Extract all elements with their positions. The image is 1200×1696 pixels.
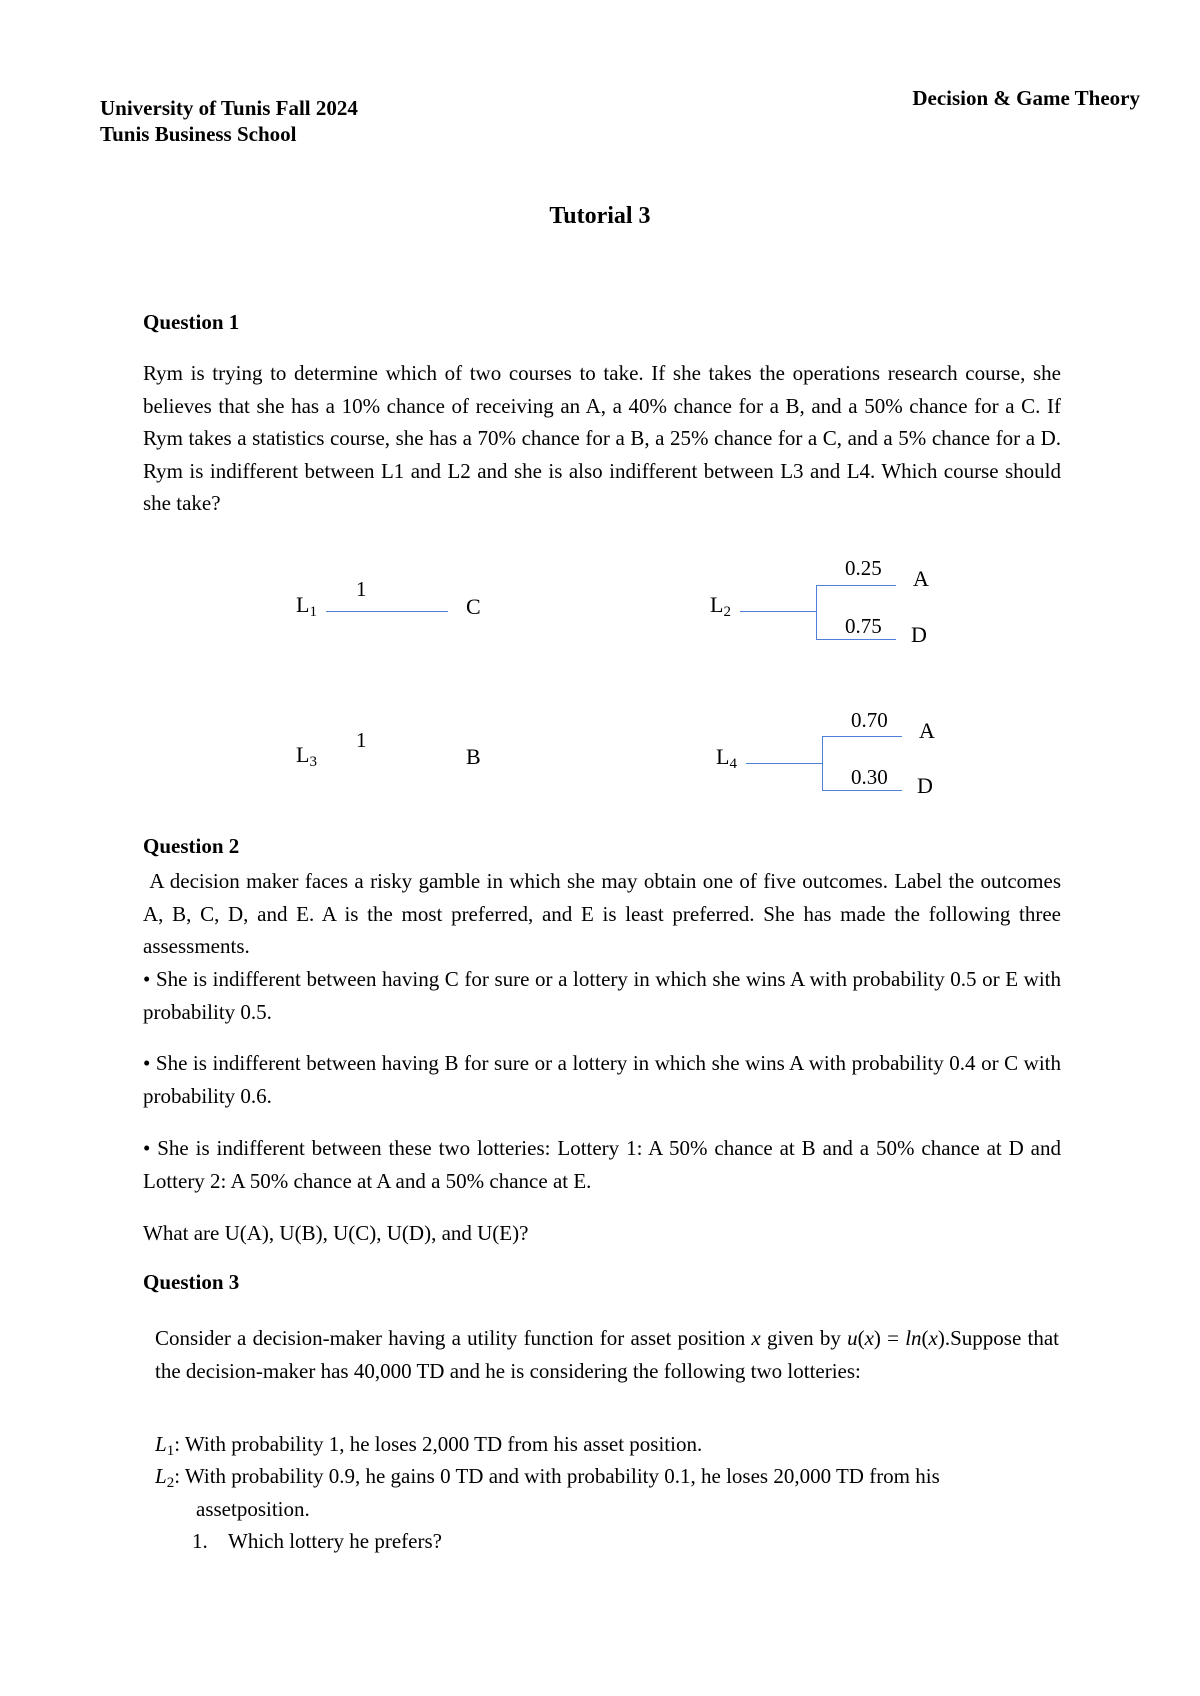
question-3-lottery-1: $L_1$: With probability 1, he loses 2,000 TD from his asset position. [155, 1432, 703, 1459]
lottery-l3-prob: 1 [356, 728, 367, 752]
lottery-l1-label: $L_1$ [296, 592, 317, 620]
lottery-l3-outcome: B [466, 744, 481, 769]
question-1-title: Question 1 [143, 310, 240, 334]
lottery-l2-branch-d [816, 639, 896, 640]
lottery-l2-outcome-a: A [913, 566, 929, 591]
question-3-item-1: Which lottery he prefers? [228, 1529, 442, 1553]
lottery-l4-branch-d [822, 790, 902, 791]
lottery-l2-split [816, 585, 817, 640]
university-heading: University of Tunis Fall 2024 [100, 96, 358, 120]
question-2-bullet-1: • She is indifferent between having C for sure or a lottery in which she wins A with probability 0.5 or E with probability 0.5. [143, 967, 1061, 1024]
lottery-l4-stem [746, 763, 823, 764]
lottery-l4-branch-a [822, 736, 902, 737]
lottery-l3-label: $L_3$ [296, 742, 317, 770]
lottery-l2-prob-d: 0.75 [845, 614, 882, 638]
lottery-l2-outcome-d: D [911, 622, 927, 647]
question-3-title: Question 3 [143, 1270, 240, 1294]
question-1-text: Rym is trying to determine which of two courses to take. If she takes the operations research course, she believes that she has a 10% chance of receiving an A, a 40% chance for a B, and a 50% chance for a C. If Rym takes a statistics course, she has a 70% chance for a B, a 25% chance for a C, and a 5% chance for a D. Rym is indifferent between L1 and L2 and she is also indifferent between L3 and L4. Which course should she take? [143, 361, 1061, 515]
question-3-lottery-2-cont: assetposition. [196, 1497, 310, 1521]
lottery-l2-prob-a: 0.25 [845, 556, 882, 580]
question-2-intro: A decision maker faces a risky gamble in which she may obtain one of five outcomes. Label the outcomes A, B, C, D, and E. A is the most preferred, and E is least preferred. She has made the following three assessments. [143, 869, 1067, 958]
question-3-item-1-number: 1. [192, 1529, 208, 1553]
school-heading: Tunis Business School [100, 122, 297, 146]
lottery-l1-outcome: C [466, 594, 481, 619]
lottery-l4-label: $L_4$ [716, 744, 737, 772]
question-3-lottery-2: $L_2$: With probability 0.9, he gains 0 TD and with probability 0.1, he loses 20,000 TD from his [155, 1464, 940, 1491]
question-3-intro: Consider a decision-maker having a utility function for asset position x given by u(x) = ln(x).Suppose that the decision-maker has 40,000 TD and he is considering the following two lotteries: [155, 1326, 1060, 1383]
question-2-bullet-2: • She is indifferent between having B for sure or a lottery in which she wins A with probability 0.4 or C with probability 0.6. [143, 1051, 1061, 1108]
lottery-l2-stem [740, 611, 817, 612]
lottery-l2-branch-a [816, 585, 896, 586]
lottery-l4-prob-d: 0.30 [851, 765, 888, 789]
lottery-l1-branch [326, 611, 448, 612]
question-2-question: What are U(A), U(B), U(C), U(D), and U(E)? [143, 1221, 529, 1245]
page-title: Tutorial 3 [549, 203, 651, 229]
lottery-l4-split [822, 736, 823, 791]
lottery-l4-outcome-d: D [917, 773, 933, 798]
lottery-l4-outcome-a: A [919, 718, 935, 743]
course-heading: Decision & Game Theory [912, 86, 1140, 110]
question-2-title: Question 2 [143, 834, 240, 858]
lottery-l1-prob: 1 [356, 577, 367, 601]
lottery-l4-prob-a: 0.70 [851, 708, 888, 732]
question-2-bullet-3: • She is indifferent between these two lotteries: Lottery 1: A 50% chance at B and a 50% chance at D and Lottery 2: A 50% chance at A and a 50% chance at E. [143, 1136, 1061, 1193]
lottery-l2-label: $L_2$ [710, 592, 731, 620]
